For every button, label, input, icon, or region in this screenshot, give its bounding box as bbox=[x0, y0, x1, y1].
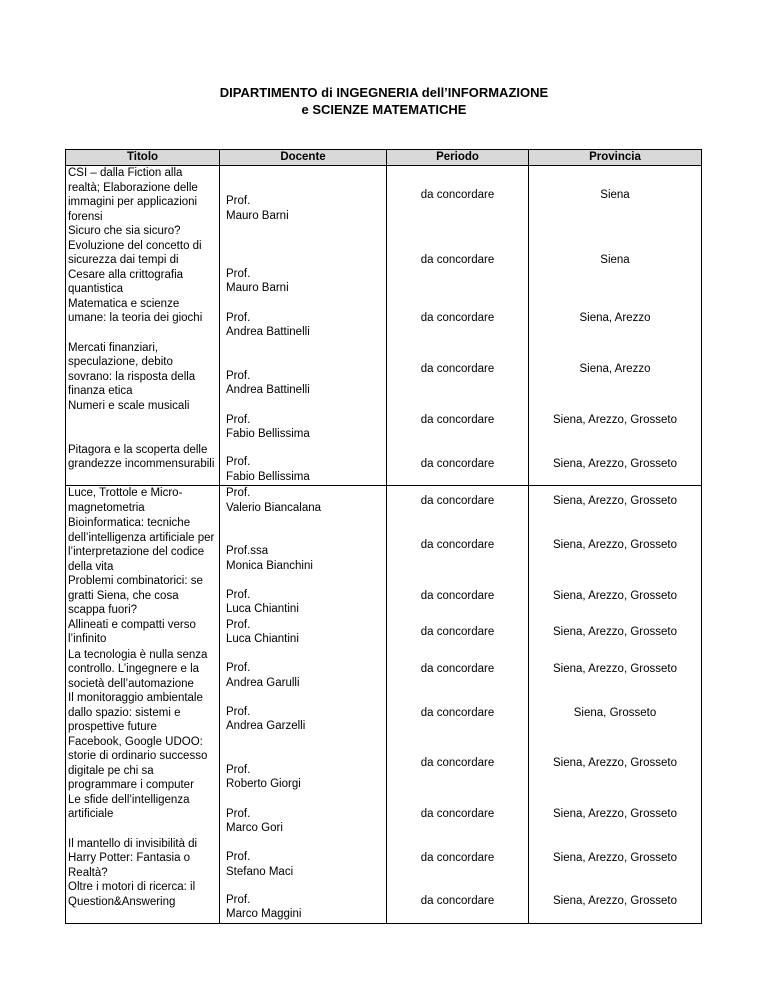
cell-provincia: Siena, Arezzo, Grosseto bbox=[529, 793, 702, 837]
docente-name: Luca Chiantini bbox=[226, 603, 299, 615]
cell-periodo: da concordare bbox=[387, 224, 529, 297]
docente-name: Marco Maggini bbox=[226, 908, 302, 920]
cell-titolo: Oltre i motori di ricerca: il Question&Answering bbox=[66, 880, 220, 923]
cell-provincia: Siena, Arezzo, Grosseto bbox=[529, 837, 702, 881]
docente-prefix: Prof. bbox=[226, 195, 251, 207]
cell-provincia: Siena, Arezzo, Grosseto bbox=[529, 516, 702, 574]
cell-titolo: CSI – dalla Fiction alla realtà; Elaborazione delle immagini per applicazioni forensi bbox=[66, 166, 220, 225]
cell-docente bbox=[220, 648, 387, 692]
docente-prefix: Prof. bbox=[226, 456, 251, 468]
cell-docente bbox=[220, 297, 387, 341]
cell-docente bbox=[220, 486, 387, 517]
docente-name: Andrea Garzelli bbox=[226, 720, 306, 732]
cell-provincia: Siena, Grosseto bbox=[529, 691, 702, 735]
cell-periodo: da concordare bbox=[387, 341, 529, 399]
cell-periodo: da concordare bbox=[387, 516, 529, 574]
cell-docente bbox=[220, 224, 387, 297]
cell-periodo: da concordare bbox=[387, 166, 529, 225]
column-header-periodo: Periodo bbox=[387, 150, 529, 166]
document-subtitle: e SCIENZE MATEMATICHE bbox=[301, 102, 467, 117]
table-row bbox=[66, 224, 702, 297]
cell-provincia: Siena, Arezzo, Grosseto bbox=[529, 880, 702, 923]
cell-provincia: Siena, Arezzo bbox=[529, 297, 702, 341]
docente-name: Marco Gori bbox=[226, 822, 283, 834]
table-row bbox=[66, 341, 702, 399]
cell-docente bbox=[220, 443, 387, 486]
cell-periodo: da concordare bbox=[387, 793, 529, 837]
docente-prefix: Prof. bbox=[226, 369, 251, 382]
cell-titolo: Problemi combinatorici: se gratti Siena, che cosa scappa fuori? bbox=[66, 574, 220, 618]
table-row bbox=[66, 793, 702, 837]
table-row bbox=[66, 880, 702, 923]
cell-titolo: Matematica e scienze umane: la teoria dei giochi bbox=[66, 297, 220, 341]
cell-provincia: Siena bbox=[529, 166, 702, 225]
cell-titolo: Bioinformatica: tecniche dell’intelligenza artificiale per l’interpretazione del codice della vita bbox=[66, 516, 220, 574]
docente-prefix: Prof. bbox=[226, 807, 251, 820]
docente-name: Monica Bianchini bbox=[226, 559, 313, 572]
table-row bbox=[66, 399, 702, 443]
cell-docente bbox=[220, 618, 387, 648]
cell-provincia: Siena, Arezzo, Grosseto bbox=[529, 648, 702, 692]
cell-titolo: Luce, Trottole e Micro-magnetometria bbox=[66, 486, 220, 517]
docente-prefix: Prof. bbox=[226, 618, 251, 631]
docente-prefix: Prof. bbox=[226, 893, 251, 906]
cell-provincia: Siena, Arezzo, Grosseto bbox=[529, 574, 702, 618]
table-row bbox=[66, 516, 702, 574]
docente-prefix: Prof. bbox=[226, 588, 251, 601]
cell-periodo: da concordare bbox=[387, 399, 529, 443]
cell-periodo: da concordare bbox=[387, 735, 529, 793]
table-row bbox=[66, 486, 702, 517]
seminars-table bbox=[65, 149, 702, 924]
cell-periodo: da concordare bbox=[387, 574, 529, 618]
cell-titolo: Numeri e scale musicali bbox=[66, 399, 220, 443]
cell-titolo: Le sfide dell’intelligenza artificiale bbox=[66, 793, 220, 837]
table-row bbox=[66, 648, 702, 692]
cell-periodo: da concordare bbox=[387, 443, 529, 486]
cell-periodo: da concordare bbox=[387, 648, 529, 692]
cell-titolo: Allineati e compatti verso l’infinito bbox=[66, 618, 220, 648]
cell-provincia: Siena, Arezzo, Grosseto bbox=[529, 399, 702, 443]
cell-docente bbox=[220, 516, 387, 574]
docente-prefix: Prof. bbox=[226, 487, 251, 499]
docente-name: Fabio Bellissima bbox=[226, 470, 310, 483]
cell-docente bbox=[220, 574, 387, 618]
docente-prefix: Prof. bbox=[226, 311, 251, 324]
column-header-titolo: Titolo bbox=[66, 150, 220, 166]
table-header-row bbox=[66, 150, 702, 166]
table-row bbox=[66, 618, 702, 648]
cell-docente bbox=[220, 341, 387, 399]
column-header-provincia: Provincia bbox=[529, 150, 702, 166]
cell-periodo: da concordare bbox=[387, 618, 529, 648]
cell-docente bbox=[220, 691, 387, 735]
docente-name: Mauro Barni bbox=[226, 209, 289, 222]
table-row bbox=[66, 691, 702, 735]
table-row bbox=[66, 443, 702, 486]
cell-provincia: Siena, Arezzo, Grosseto bbox=[529, 618, 702, 648]
cell-periodo: da concordare bbox=[387, 297, 529, 341]
cell-titolo: Il mantello di invisibilità di Harry Potter: Fantasia o Realtà? bbox=[66, 837, 220, 881]
docente-name: Andrea Battinelli bbox=[226, 384, 310, 396]
docente-name: Mauro Barni bbox=[226, 282, 289, 294]
cell-provincia: Siena, Arezzo, Grosseto bbox=[529, 486, 702, 517]
cell-titolo: Il monitoraggio ambientale dallo spazio: sistemi e prospettive future bbox=[66, 691, 220, 735]
cell-docente bbox=[220, 880, 387, 923]
docente-prefix: Prof. bbox=[226, 705, 251, 718]
document-title: DIPARTIMENTO di INGEGNERIA dell’INFORMAZIONE bbox=[219, 85, 549, 100]
cell-provincia: Siena, Arezzo, Grosseto bbox=[529, 443, 702, 486]
cell-titolo: La tecnologia è nulla senza controllo. L’ingegnere e la società dell’automazione bbox=[66, 648, 220, 692]
cell-periodo: da concordare bbox=[387, 691, 529, 735]
cell-docente bbox=[220, 837, 387, 881]
cell-titolo: Facebook, Google UDOO: storie di ordinario successo digitale pe chi sa programmare i computer bbox=[66, 735, 220, 793]
column-header-docente: Docente bbox=[220, 150, 387, 166]
docente-prefix: Prof. bbox=[226, 662, 251, 674]
docente-name: Andrea Battinelli bbox=[226, 326, 310, 338]
docente-prefix: Prof. bbox=[226, 413, 251, 426]
cell-titolo: Pitagora e la scoperta delle grandezze incommensurabili bbox=[66, 443, 220, 486]
table-row bbox=[66, 574, 702, 618]
docente-prefix: Prof. bbox=[226, 267, 251, 280]
docente-name: Stefano Maci bbox=[226, 865, 294, 878]
cell-provincia: Siena bbox=[529, 224, 702, 297]
cell-periodo: da concordare bbox=[387, 880, 529, 923]
table-row bbox=[66, 735, 702, 793]
docente-name: Luca Chiantini bbox=[226, 633, 299, 645]
cell-provincia: Siena, Arezzo, Grosseto bbox=[529, 735, 702, 793]
table-row bbox=[66, 166, 702, 225]
docente-prefix: Prof. bbox=[226, 763, 251, 776]
table-row bbox=[66, 837, 702, 881]
docente-name: Andrea Garulli bbox=[226, 676, 300, 689]
docente-name: Roberto Giorgi bbox=[226, 778, 301, 790]
cell-docente bbox=[220, 166, 387, 225]
cell-docente bbox=[220, 399, 387, 443]
cell-periodo: da concordare bbox=[387, 837, 529, 881]
cell-titolo: Mercati finanziari, speculazione, debito sovrano: la risposta della finanza etica bbox=[66, 341, 220, 399]
cell-periodo: da concordare bbox=[387, 486, 529, 517]
docente-name: Valerio Biancalana bbox=[226, 501, 322, 514]
docente-prefix: Prof.ssa bbox=[226, 545, 269, 557]
cell-titolo: Sicuro che sia sicuro? Evoluzione del concetto di sicurezza dai tempi di Cesare alla crittografia quantistica bbox=[66, 224, 220, 297]
cell-docente bbox=[220, 793, 387, 837]
cell-docente bbox=[220, 735, 387, 793]
docente-name: Fabio Bellissima bbox=[226, 428, 310, 440]
table-row bbox=[66, 297, 702, 341]
docente-prefix: Prof. bbox=[226, 851, 251, 863]
cell-provincia: Siena, Arezzo bbox=[529, 341, 702, 399]
